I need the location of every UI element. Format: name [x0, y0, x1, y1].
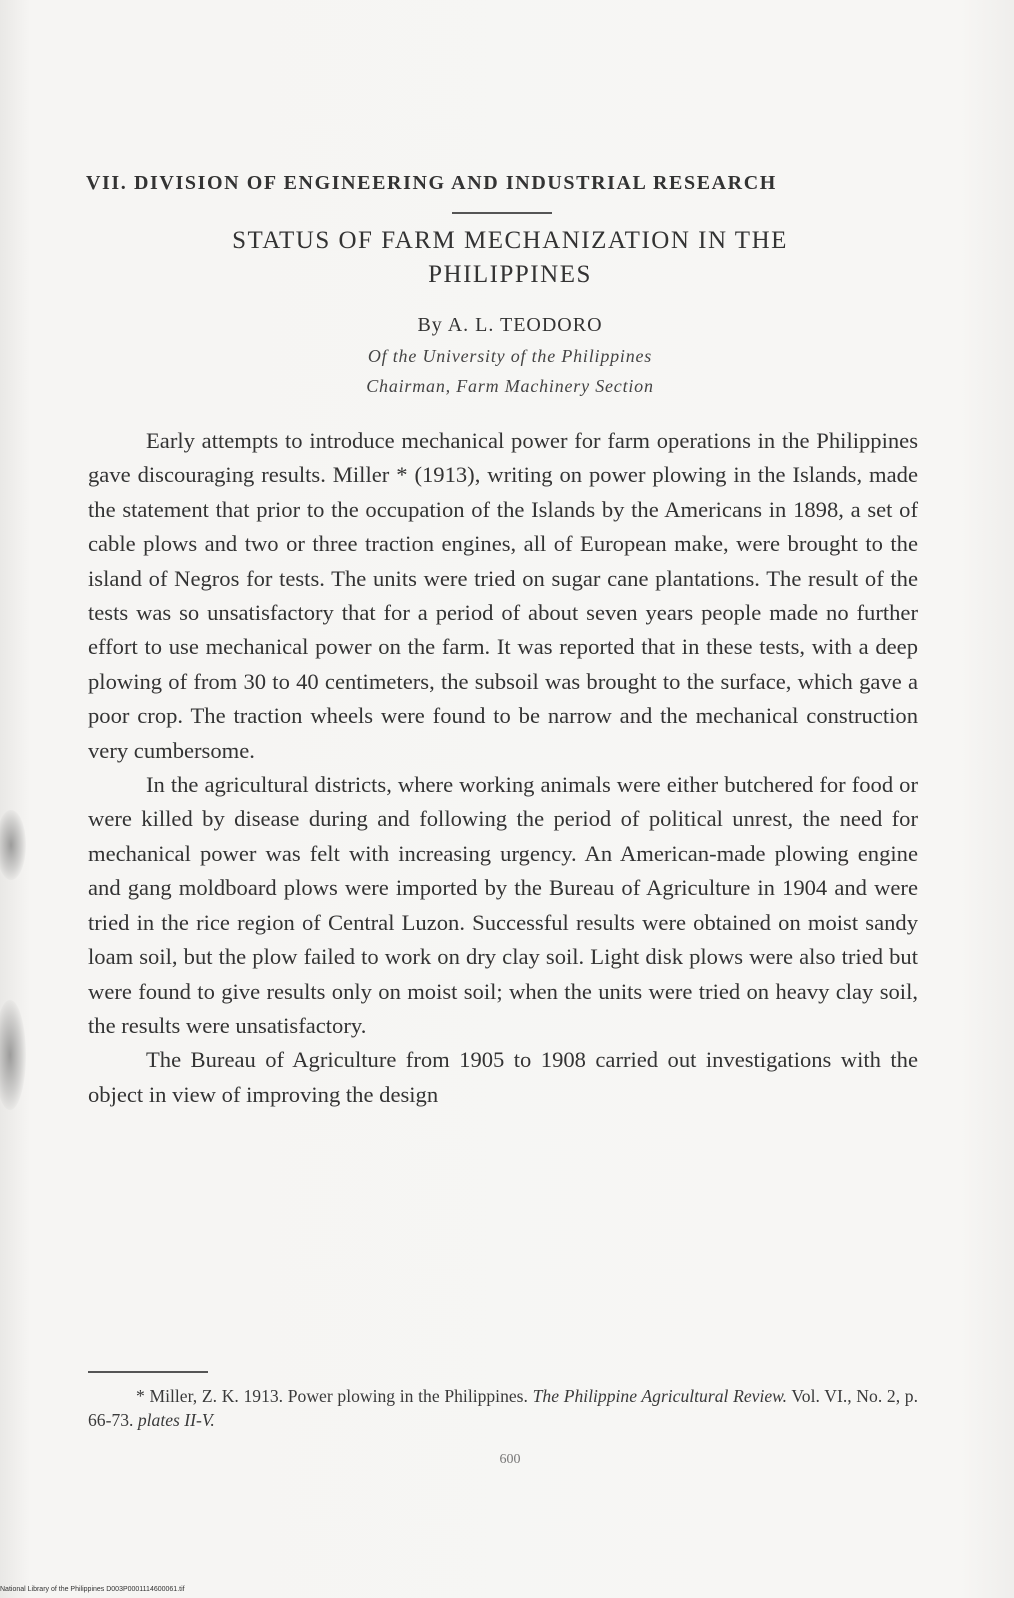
author-byline: By A. L. TEODORO [417, 314, 603, 336]
author-affiliation: Of the University of the Philippines [367, 346, 653, 366]
title-line-1: STATUS OF FARM MECHANIZATION IN THE [232, 227, 788, 254]
footnote-rule [88, 1371, 208, 1373]
author-position: Chairman, Farm Machinery Section [366, 376, 654, 396]
division-heading: VII. DIVISION OF ENGINEERING AND INDUSTRIAL RESEARCH [86, 172, 777, 194]
article-title [100, 224, 920, 292]
paragraph: The Bureau of Agriculture from 1905 to 1908 carried out investigations with the object in view of improving the design [88, 1047, 918, 1107]
footnote [88, 1384, 918, 1432]
margin-smudge [0, 810, 26, 880]
heading-rule [452, 212, 552, 214]
footnote-details: Vol. VI., No. 2, p. 66-73. [88, 1386, 918, 1430]
title-line-2: PHILIPPINES [428, 261, 592, 288]
page-number: 600 [499, 1452, 521, 1467]
footnote-plates: plates II-V. [137, 1410, 215, 1430]
footnote-journal: The Philippine Agricultural Review. [532, 1386, 787, 1406]
scan-stamp: National Library of the Philippines D003P0001114600061.tif [0, 1586, 185, 1593]
margin-smudge [0, 1000, 26, 1110]
paragraph: In the agricultural districts, where working animals were either butchered for food or were killed by disease during and following the period of political unrest, the need for mechanical power was felt with increasing urgency. An American-made plowing engine and gang moldboard plows were imported by the Bureau of Agriculture in 1904 and were tried in the rice region of Central Luzon. Successful results were obtained on moist sandy loam soil, but the plow failed to work on dry clay soil. Light disk plows were also tried but were found to give results only on moist soil; when the units were tried on heavy clay soil, the results were unsatisfactory. [88, 772, 918, 1038]
article-body [88, 424, 918, 1112]
footnote-citation: * Miller, Z. K. 1913. Power plowing in the Philippines. [136, 1386, 528, 1406]
paragraph: Early attempts to introduce mechanical power for farm operations in the Philippines gave discouraging results. Miller * (1913), writing on power plowing in the Islands, made the statement that prior to the occupation of the Islands by the Americans in 1898, a set of cable plows and two or three traction engines, all of European make, were brought to the island of Negros for tests. The units were tried on sugar cane plantations. The result of the tests was so unsatisfactory that for a period of about seven years people made no further effort to use mechanical power on the farm. It was reported that in these tests, with a deep plowing of from 30 to 40 centimeters, the subsoil was brought to the surface, which gave a poor crop. The traction wheels were found to be narrow and the mechanical construction very cumbersome. [88, 428, 918, 763]
